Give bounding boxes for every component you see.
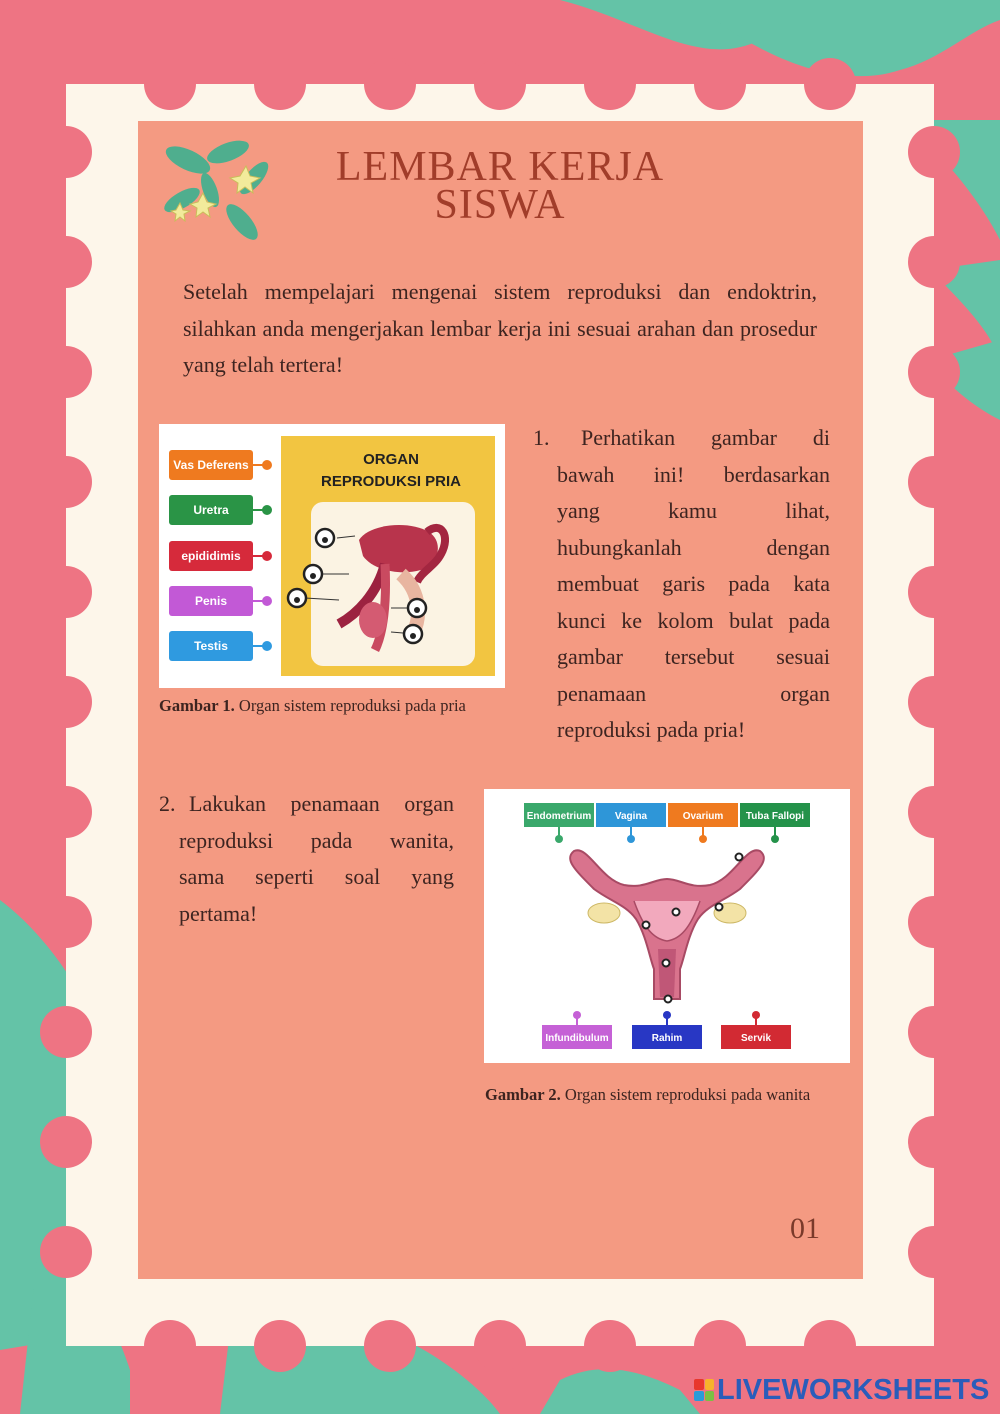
intro-paragraph: Setelah mempelajari mengenai sistem reproduksi dan endoktrin, silahkan anda mengerjakan lembar kerja ini sesuai arahan dan prosedur yang telah tertera! <box>183 279 817 377</box>
answer-circle[interactable] <box>663 960 670 967</box>
question1-line: yang kamu lihat, <box>557 498 830 523</box>
question1-number: 1. <box>533 425 550 450</box>
question2-line: sama seperti soal yang <box>179 864 454 889</box>
label-penis: Penis <box>194 594 228 608</box>
figure1-caption-text: Organ sistem reproduksi pada pria <box>234 696 466 715</box>
label-infundibulum: Infundibulum <box>545 1033 609 1044</box>
label-vagina: Vagina <box>614 811 648 822</box>
figure2-caption-bold: Gambar 2. <box>485 1085 561 1104</box>
figure1-title-line2: REPRODUKSI PRIA <box>320 473 462 490</box>
leaf-flower-decoration <box>158 138 278 244</box>
answer-circle[interactable] <box>736 854 743 861</box>
figure2-female-reproductive-organs <box>484 789 850 1063</box>
liveworksheets-wordmark: LIVEWORKSHEETS <box>717 1373 990 1406</box>
figure1-illustration <box>159 424 505 688</box>
question1-line: reproduksi pada pria! <box>557 717 746 742</box>
label-tuba-fallopi: Tuba Fallopi <box>745 811 805 822</box>
figure2-caption-text: Organ sistem reproduksi pada wanita <box>560 1085 811 1104</box>
question1-line: kunci ke kolom bulat pada <box>557 607 830 633</box>
answer-circle[interactable] <box>665 996 672 1003</box>
liveworksheets-logo-icon <box>694 1379 714 1401</box>
answer-circle[interactable] <box>673 909 680 916</box>
figure1-caption <box>159 692 505 720</box>
label-uretra: Uretra <box>193 503 229 517</box>
page-title-line2: SISWA <box>434 182 566 228</box>
answer-circle[interactable] <box>716 904 723 911</box>
figure2-bottom-labels <box>542 1011 791 1049</box>
question1-line: Perhatikan gambar di <box>581 425 830 450</box>
label-testis: Testis <box>194 639 228 653</box>
question1-line: bawah ini! berdasarkan <box>557 461 830 487</box>
question1-line: penamaan organ <box>557 680 830 706</box>
page-title-line1: LEMBAR KERJA <box>335 144 665 190</box>
question1 <box>533 420 830 749</box>
question2-line: Lakukan penamaan organ <box>189 791 454 816</box>
liveworksheets-logo[interactable] <box>694 1372 989 1408</box>
question2 <box>159 786 454 932</box>
figure2-caption <box>485 1081 831 1109</box>
figure1-caption-bold: Gambar 1. <box>159 696 235 715</box>
figure1-labels <box>169 450 272 661</box>
question2-line: reproduksi pada wanita, <box>179 827 454 853</box>
answer-circle[interactable] <box>643 922 650 929</box>
figure1-title-line1: ORGAN <box>363 451 419 468</box>
question1-line: gambar tersebut sesuai <box>557 644 830 669</box>
female-organ-illustration <box>570 850 764 999</box>
label-epididimis: epididimis <box>181 549 241 563</box>
question1-line: hubungkanlah dengan <box>557 534 830 560</box>
figure2-top-labels <box>524 803 810 843</box>
question1-line: membuat garis pada kata <box>557 571 830 596</box>
page-number: 01 <box>790 1212 820 1245</box>
label-ovarium: Ovarium <box>682 811 724 822</box>
page-title <box>300 144 700 228</box>
figure1-male-reproductive-organs <box>159 424 505 688</box>
label-vas-deferens: Vas Deferens <box>173 458 249 472</box>
question2-line: pertama! <box>179 900 258 926</box>
label-servik: Servik <box>740 1033 772 1044</box>
question2-number: 2. <box>159 791 176 816</box>
figure2-illustration <box>484 789 850 1063</box>
label-rahim: Rahim <box>651 1033 683 1044</box>
label-endometrium: Endometrium <box>526 811 592 822</box>
